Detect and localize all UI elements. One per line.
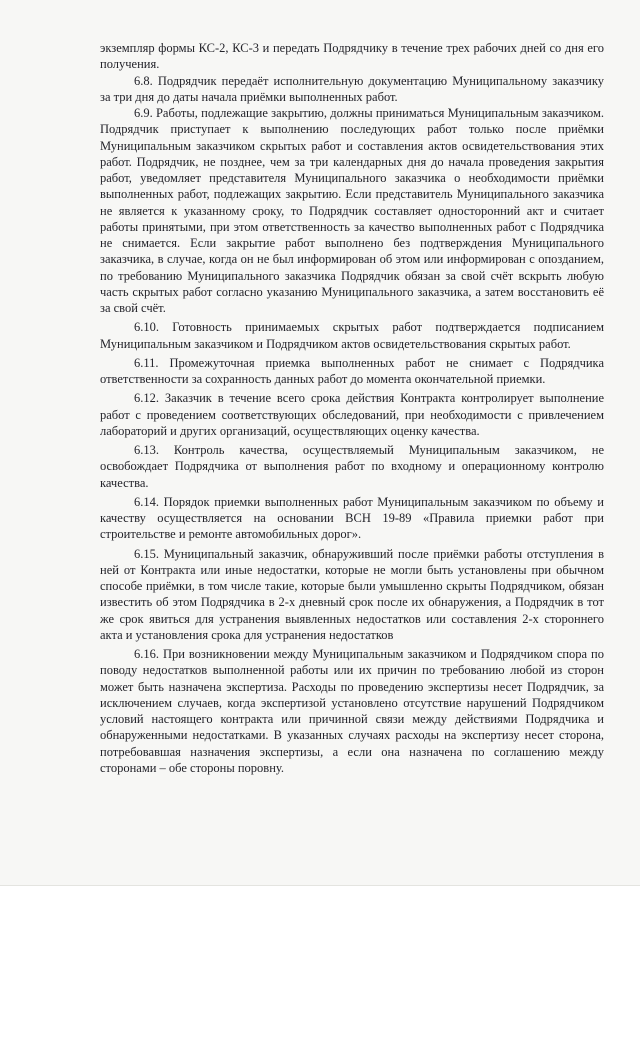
document-body (100, 40, 604, 776)
page-bottom-edge (0, 885, 640, 886)
paragraph-6-8: 6.8. Подрядчик передаёт исполнительную документацию Муниципальному заказчику за три дня до даты начала приёмки выполненных работ. (100, 73, 604, 104)
paragraph-6-13: 6.13. Контроль качества, осуществляемый Муниципальным заказчиком, не освобождает Подрядчика от выполнения работ по входному и операционному контролю качества. (100, 443, 604, 490)
paragraph-6-11: 6.11. Промежуточная приемка выполненных работ не снимает с Подрядчика ответственности за сохранность данных работ до момента окончательной приемки. (100, 355, 604, 386)
paragraph-6-9: 6.9. Работы, подлежащие закрытию, должны приниматься Муниципальным заказчиком. Подрядчик приступает к выполнению последующих работ только после приёмки Муниципальным заказчиком скрытых работ и составления актов освидетельствования этих работ. Подрядчик, не позднее, чем за три календарных дня до начала проведения закрытия работ, уведомляет представителя Муниципального заказчика о необходимости приёмки выполненных работ, подлежащих закрытию. Если представитель Муниципального заказчика не является к указанному сроку, то Подрядчик составляет односторонний акт и считает работы принятыми, при этом ответственность за качество выполненных работ с Подрядчика не снимается. Если закрытие работ выполнено без подтверждения Муниципального заказчика, в случае, когда он не был информирован об этом или информирован с опозданием, по требованию Муниципального заказчика Подрядчик обязан за свой счёт вскрыть любую часть скрытых работ согласно указанию Муниципального заказчика, а затем восстановить её за свой счёт. (100, 106, 604, 315)
paragraph-6-15: 6.15. Муниципальный заказчик, обнаруживший после приёмки работы отступления в ней от Контракта или иные недостатки, которые не могли быть установлены при обычном способе приёмки, в том числе такие, которые были умышленно скрыты Подрядчиком, обязан известить об этом Подрядчика в 2-х дневный срок после их обнаружения, а Подрядчик в тот же срок явиться для устранения выявленных недостатков или составления 2-х стороннего акта и установления срока для устранения недостатков (100, 546, 604, 642)
paragraph-6-12: 6.12. Заказчик в течение всего срока действия Контракта контролирует выполнение работ с проведением соответствующих обследований, при необходимости с привлечением лабораторий и других организаций, осуществляющих оценку качества. (100, 391, 604, 438)
paragraph-6-10: 6.10. Готовность принимаемых скрытых работ подтверждается подписанием Муниципальным заказчиком и Подрядчиком актов освидетельствования скрытых работ. (100, 320, 604, 351)
paragraph-6-16: 6.16. При возникновении между Муниципальным заказчиком и Подрядчиком спора по поводу недостатков выполненной работы или их причин по требованию любой из сторон может быть назначена экспертиза. Расходы по проведению экспертизы несет Подрядчик, за исключением случаев, когда экспертизой установлено отсутствие нарушений Подрядчиком условий настоящего контракта или причинной связи между действиями Подрядчика и обнаруженными недостатками. В указанных случаях расходы на экспертизу несет сторона, потребовавшая назначения экспертизы, а если она назначена по соглашению между сторонами – обе стороны поровну. (100, 647, 604, 775)
paragraph-continuation: экземпляр формы КС-2, КС-3 и передать Подрядчику в течение трех рабочих дней со дня его получения. (100, 41, 604, 72)
paragraph-6-14: 6.14. Порядок приемки выполненных работ Муниципальным заказчиком по объему и качеству осуществляется на основании ВСН 19-89 «Правила приемки работ при строительстве и ремонте автомобильных дорог». (100, 494, 604, 542)
